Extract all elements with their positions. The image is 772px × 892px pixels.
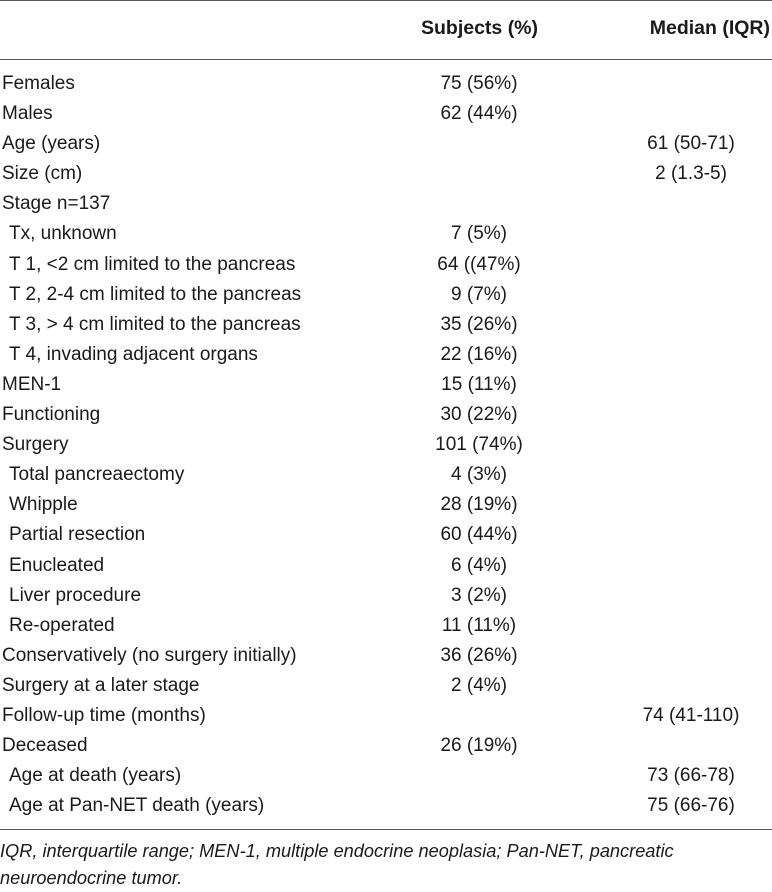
table-row [0, 460, 772, 490]
header-rule [0, 59, 772, 60]
table-top-rule [0, 0, 772, 1]
row-label: Age at death (years) [9, 765, 182, 787]
subjects-cell: 28 (19%) [440, 494, 518, 516]
subjects-cell: 35 (26%) [440, 313, 518, 335]
table-row [0, 99, 772, 129]
subjects-cell: 60 (44%) [440, 524, 518, 546]
row-label: Males [2, 103, 53, 125]
row-label: MEN-1 [2, 373, 62, 395]
row-label: Liver procedure [9, 584, 142, 606]
subjects-cell: 3 (2%) [451, 584, 507, 606]
row-label: Females [2, 73, 75, 94]
row-label: Total pancreaectomy [9, 464, 185, 486]
table-row [0, 280, 772, 310]
table-row [0, 340, 772, 370]
row-label: Functioning [2, 404, 101, 426]
table-row [0, 370, 772, 400]
subjects-cell: 22 (16%) [440, 343, 518, 365]
subjects-cell: 62 (44%) [440, 103, 518, 125]
table-row [0, 791, 772, 821]
row-label: Surgery [2, 434, 69, 456]
table-row [0, 219, 772, 249]
table-row [0, 159, 772, 189]
row-label: Re-operated [9, 614, 115, 636]
row-label: Partial resection [9, 524, 146, 546]
row-label: Deceased [2, 735, 88, 757]
table-row [0, 731, 772, 761]
subjects-cell: 11 (11%) [441, 614, 517, 636]
median-cell: 2 (1.3-5) [655, 163, 727, 185]
column-header-subjects: Subjects (%) [421, 17, 539, 39]
table-row [0, 310, 772, 340]
table-row [0, 761, 772, 791]
row-label: Age at Pan-NET death (years) [9, 795, 265, 817]
median-cell: 73 (66-78) [647, 765, 735, 787]
table-row [0, 69, 772, 99]
row-label: Surgery at a later stage [2, 674, 200, 696]
row-label: T 4, invading adjacent organs [9, 343, 258, 365]
table-row [0, 430, 772, 460]
table-body [0, 69, 772, 821]
row-label: Size (cm) [2, 163, 83, 185]
row-label: Conservatively (no surgery initially) [2, 644, 297, 666]
table-row [0, 551, 772, 581]
row-label: T 3, > 4 cm limited to the pancreas [9, 313, 301, 335]
row-label: T 2, 2-4 cm limited to the pancreas [9, 283, 302, 305]
subjects-cell: 64 ((47%) [437, 253, 521, 275]
subjects-cell: 30 (22%) [440, 404, 518, 426]
table-footnote: IQR, interquartile range; MEN-1, multiple endocrine neoplasia; Pan-NET, pancreatic neuroendocrine tumor. [0, 841, 674, 888]
row-label: Whipple [9, 494, 78, 516]
row-label: T 1, <2 cm limited to the pancreas [9, 253, 296, 275]
median-cell: 75 (66-76) [647, 795, 735, 817]
table-row [0, 189, 772, 219]
table-row [0, 611, 772, 641]
subjects-cell: 101 (74%) [435, 434, 523, 456]
table-row [0, 671, 772, 701]
table-row [0, 701, 772, 731]
table-row [0, 490, 772, 520]
subjects-cell: 26 (19%) [440, 735, 518, 757]
subjects-cell: 9 (7%) [451, 283, 507, 305]
subjects-cell: 6 (4%) [451, 554, 507, 576]
subjects-cell: 15 (11%) [441, 373, 517, 395]
row-label: Follow-up time (months) [2, 704, 206, 726]
row-label: Stage n=137 [2, 193, 111, 215]
subjects-cell: 4 (3%) [451, 464, 507, 486]
table-row [0, 129, 772, 159]
table-bottom-rule [0, 829, 772, 830]
table-row [0, 400, 772, 430]
subjects-cell: 7 (5%) [451, 223, 507, 245]
table-row [0, 520, 772, 550]
median-cell: 61 (50-71) [647, 133, 735, 155]
column-header-median: Median (IQR) [649, 17, 770, 39]
table-row [0, 250, 772, 280]
table-row [0, 581, 772, 611]
median-cell: 74 (41-110) [642, 704, 740, 726]
subjects-cell: 36 (26%) [440, 644, 518, 666]
subjects-cell: 75 (56%) [440, 73, 518, 94]
table-row [0, 641, 772, 671]
subjects-cell: 2 (4%) [451, 674, 507, 696]
row-label: Enucleated [9, 554, 105, 576]
row-label: Tx, unknown [9, 223, 117, 245]
row-label: Age (years) [2, 133, 101, 155]
